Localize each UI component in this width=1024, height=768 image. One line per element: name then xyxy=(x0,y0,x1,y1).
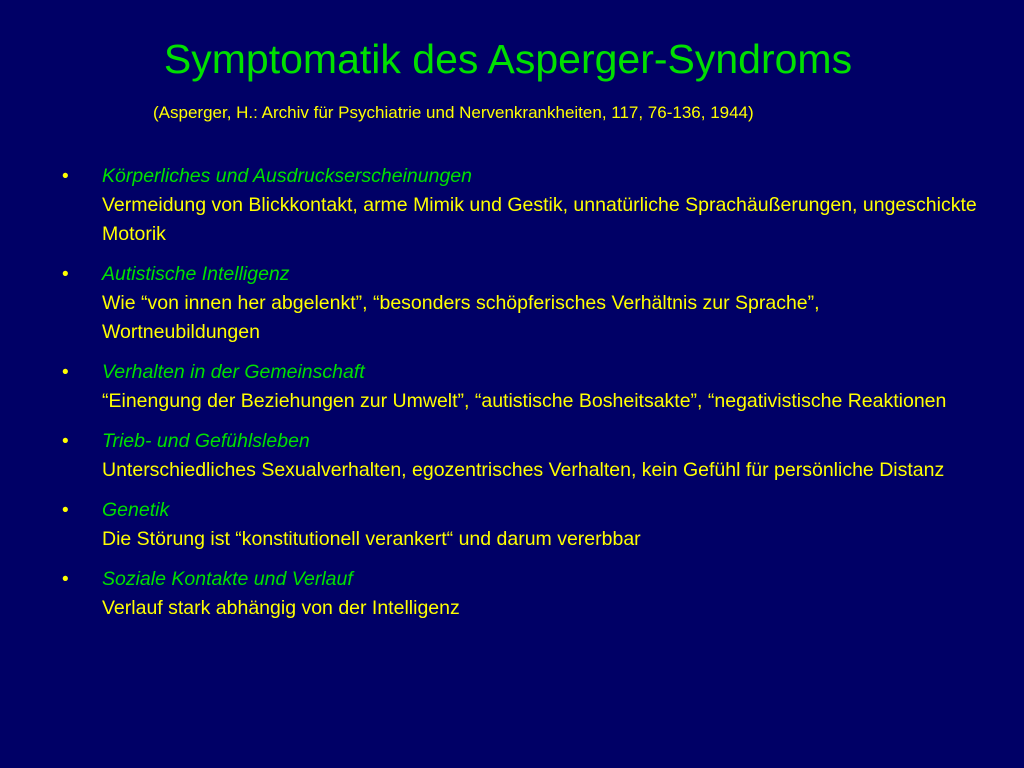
bullet-item-gefuehlsleben xyxy=(62,427,982,485)
slide-title: Symptomatik des Asperger-Syndroms xyxy=(163,36,853,82)
bullet-icon: • xyxy=(62,166,69,187)
bullet-item-gemeinschaft xyxy=(62,358,982,416)
bullet-list xyxy=(62,162,982,634)
bullet-text: Verlauf stark abhängig von der Intelligenz xyxy=(102,597,460,619)
bullet-item-verlauf xyxy=(62,565,982,623)
slide-subtitle: (Asperger, H.: Archiv für Psychiatrie und Nervenkrankheiten, 117, 76-136, 1944) xyxy=(153,103,754,122)
bullet-heading: Genetik xyxy=(102,499,170,521)
bullet-text: Vermeidung von Blickkontakt, arme Mimik und Gestik, unnatürliche Sprachäußerungen, ungeschickte Motorik xyxy=(102,194,977,245)
bullet-text: “Einengung der Beziehungen zur Umwelt”, “autistische Bosheitsakte”, “negativistische Reaktionen xyxy=(102,390,947,412)
bullet-heading: Soziale Kontakte und Verlauf xyxy=(102,568,353,590)
bullet-icon: • xyxy=(62,362,69,383)
bullet-heading: Autistische Intelligenz xyxy=(102,263,290,285)
bullet-icon: • xyxy=(62,431,69,452)
bullet-heading: Trieb- und Gefühlsleben xyxy=(102,430,310,452)
bullet-text: Die Störung ist “konstitutionell verankert“ und darum vererbbar xyxy=(102,528,641,550)
bullet-item-intelligenz xyxy=(62,260,982,347)
bullet-icon: • xyxy=(62,264,69,285)
bullet-text: Unterschiedliches Sexualverhalten, egozentrisches Verhalten, kein Gefühl für persönliche Distanz xyxy=(102,459,945,481)
bullet-heading: Körperliches und Ausdruckserscheinungen xyxy=(102,165,472,187)
bullet-icon: • xyxy=(62,500,69,521)
bullet-heading: Verhalten in der Gemeinschaft xyxy=(102,361,365,383)
bullet-text: Wie “von innen her abgelenkt”, “besonders schöpferisches Verhältnis zur Sprache”, Wortneubildungen xyxy=(102,292,820,343)
bullet-item-genetik xyxy=(62,496,982,554)
bullet-item-koerperliches xyxy=(62,162,982,249)
bullet-icon: • xyxy=(62,569,69,590)
